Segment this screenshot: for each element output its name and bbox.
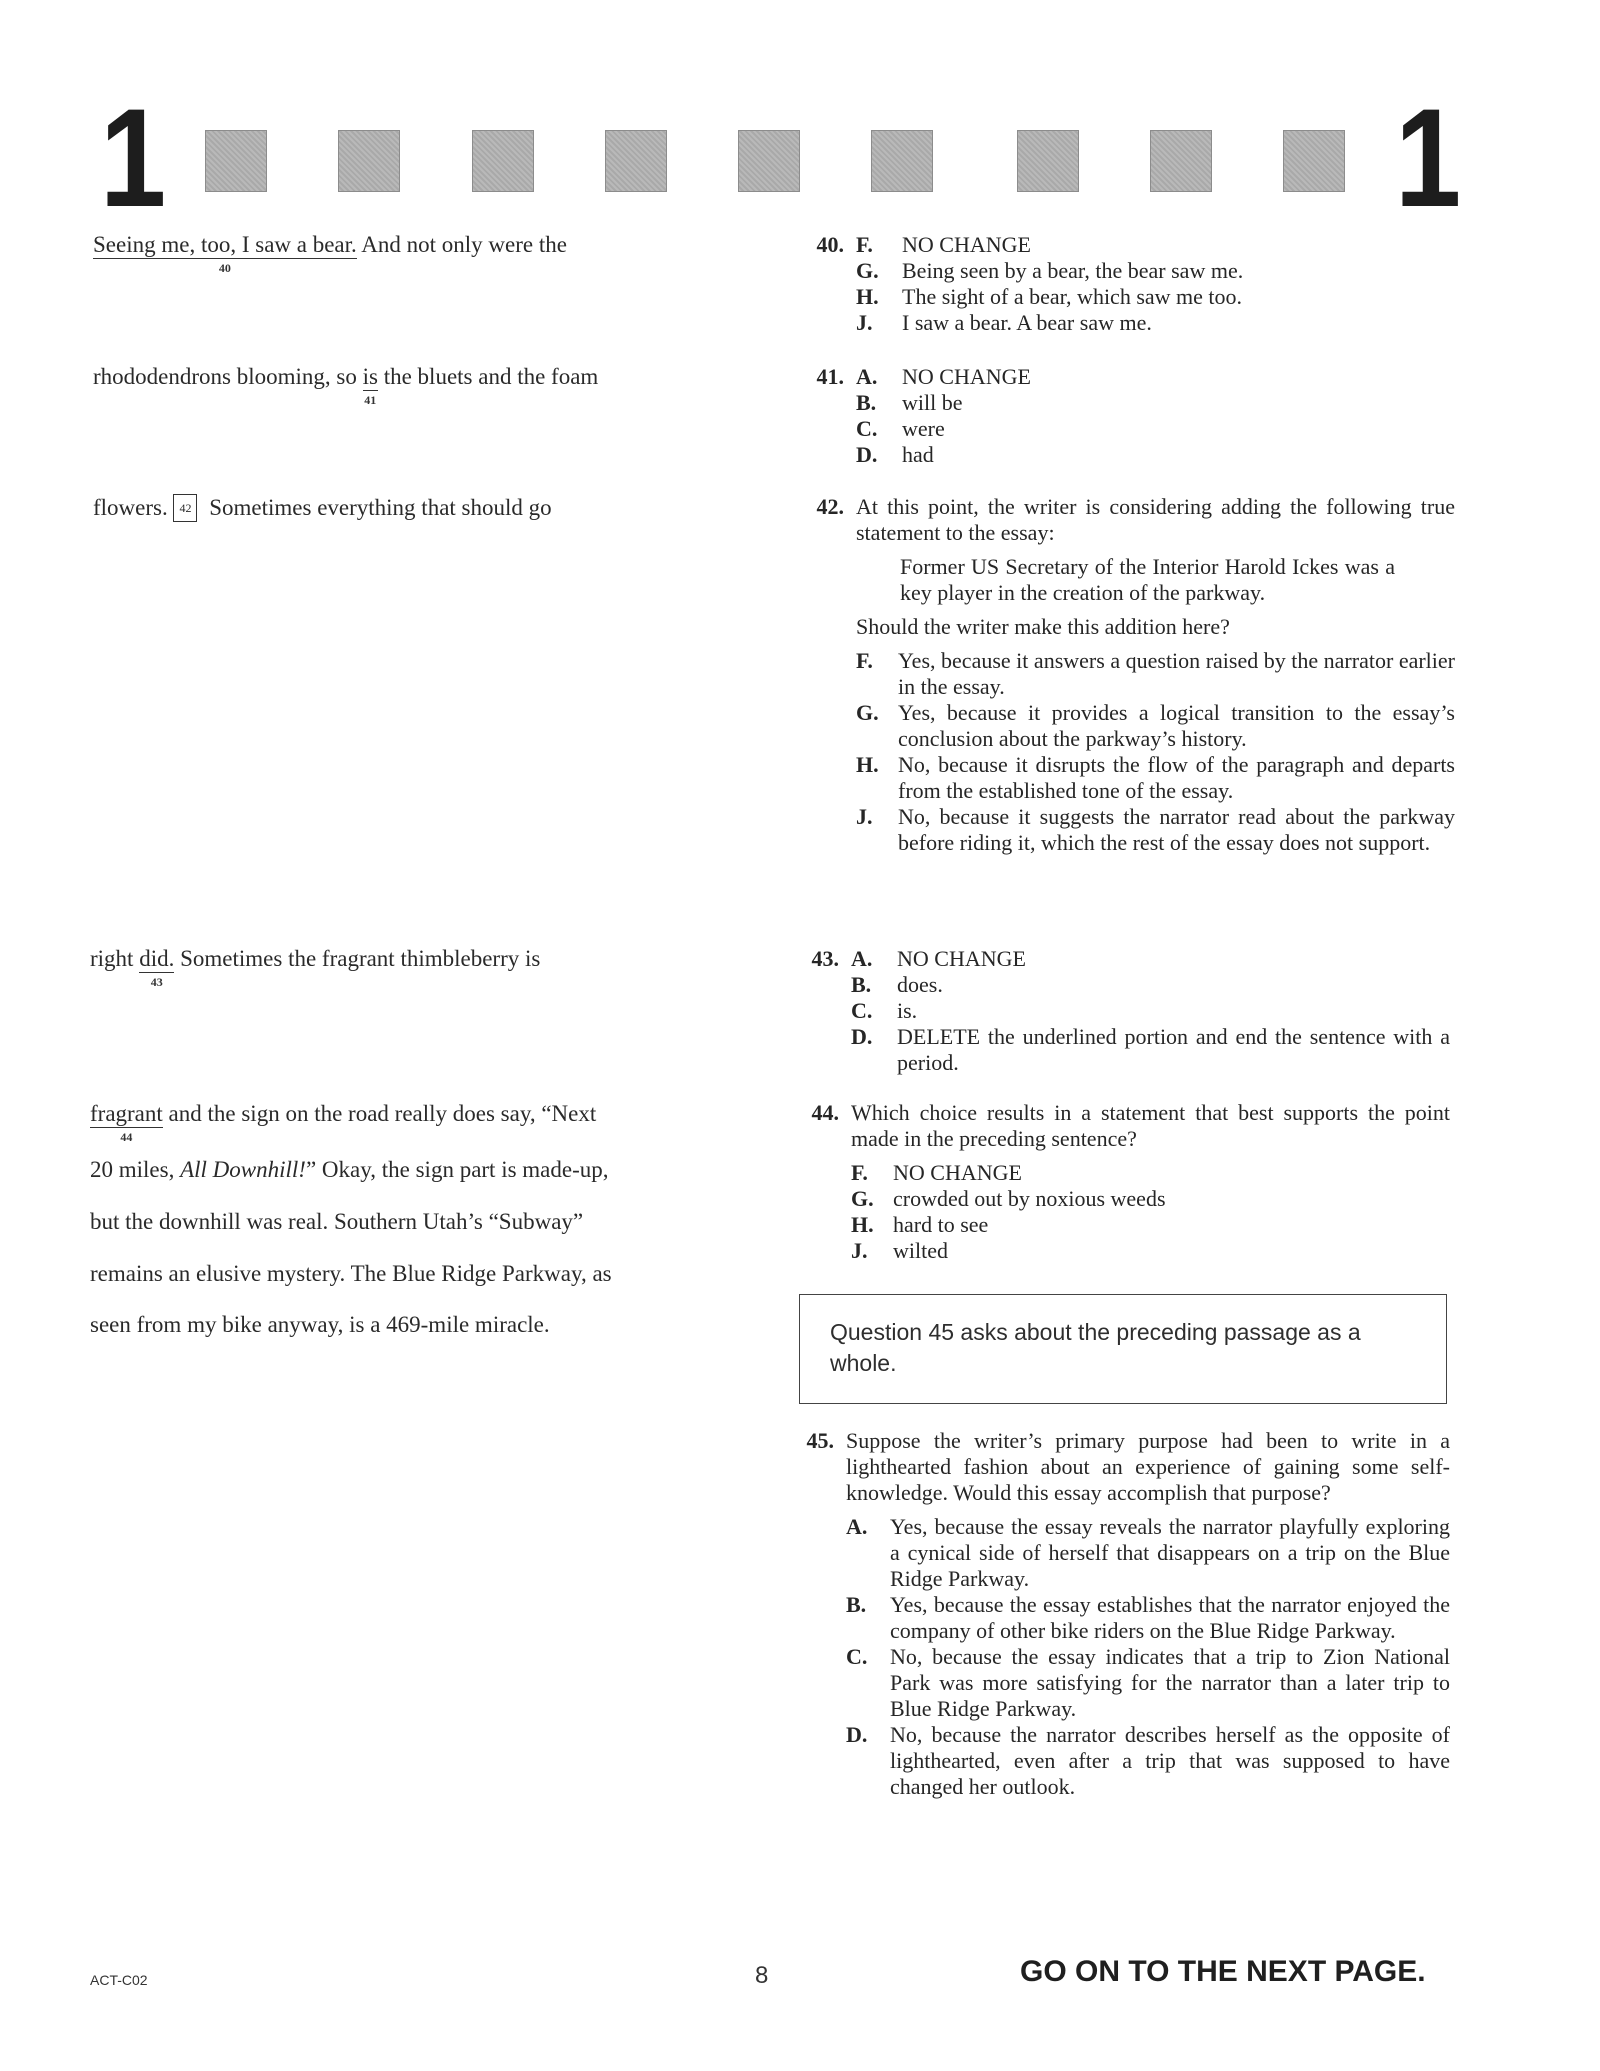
answer-option[interactable]: A. Yes, because the essay reveals the narrator playfully exploring a cynical side of herself that disappears on a trip on the Blue Ridge Parkway. [846, 1514, 1450, 1591]
proposed-statement: Former US Secretary of the Interior Harold Ickes was a key player in the creation of the parkway. [900, 554, 1395, 605]
answer-option[interactable]: J. I saw a bear. A bear saw me. [856, 310, 1152, 335]
question-ref-44: 44 [120, 1130, 133, 1144]
answer-option[interactable]: A. NO CHANGE [851, 946, 1026, 971]
answer-option[interactable]: H. No, because it disrupts the flow of the paragraph and departs from the established tone of the essay. [856, 752, 1455, 803]
answer-option[interactable]: H. The sight of a bear, which saw me too. [856, 284, 1243, 309]
answer-option[interactable]: F. Yes, because it answers a question raised by the narrator earlier in the essay. [856, 648, 1455, 699]
question-number: 41. [816, 364, 844, 389]
answer-option[interactable]: F. NO CHANGE [856, 232, 1031, 257]
sign-text: All Downhill! [180, 1157, 306, 1182]
answer-option[interactable]: G. Yes, because it provides a logical transition to the essay’s conclusion about the parkway’s history. [856, 700, 1455, 751]
question-42 [800, 494, 1455, 856]
answer-option[interactable]: A. NO CHANGE [856, 364, 1031, 389]
answer-option[interactable]: F. NO CHANGE [851, 1160, 1022, 1185]
question-stem: Which choice results in a statement that best supports the point made in the preceding sentence? [851, 1100, 1450, 1151]
header-square [338, 130, 400, 192]
question-ask: Should the writer make this addition here? [856, 614, 1230, 639]
answer-option[interactable]: D. had [856, 442, 934, 467]
answer-option[interactable]: J. No, because it suggests the narrator read about the parkway before riding it, which the rest of the essay does not support. [856, 804, 1455, 855]
header-square [1283, 130, 1345, 192]
answer-option[interactable]: B. Yes, because the essay establishes that the narrator enjoyed the company of other bike riders on the Blue Ridge Parkway. [846, 1592, 1450, 1643]
question-stem: At this point, the writer is considering adding the following true statement to the essay: [856, 494, 1455, 545]
passage-line: remains an elusive mystery. The Blue Ridge Parkway, as [90, 1261, 612, 1286]
question-ref-41: 41 [364, 393, 377, 407]
passage-line: 20 miles, All Downhill!” Okay, the sign part is made-up, [90, 1157, 609, 1182]
question-40 [800, 232, 1360, 336]
header-square [1150, 130, 1212, 192]
answer-option[interactable]: D. DELETE the underlined portion and end the sentence with a period. [851, 1024, 1450, 1075]
header-square [605, 130, 667, 192]
question-41 [800, 364, 1360, 468]
header-square [205, 130, 267, 192]
header-square [472, 130, 534, 192]
question-number: 40. [816, 232, 844, 257]
answer-option[interactable]: J. wilted [851, 1238, 948, 1263]
next-page-notice: GO ON TO THE NEXT PAGE. [1020, 1955, 1426, 1988]
question-number: 43. [811, 946, 839, 971]
answer-option[interactable]: H. hard to see [851, 1212, 989, 1237]
question-44 [795, 1100, 1450, 1264]
underlined-phrase-41: is 41 [362, 364, 378, 407]
underlined-phrase-40: Seeing me, too, I saw a bear. 40 [93, 232, 357, 275]
passage-line: but the downhill was real. Southern Utah’s “Subway” [90, 1209, 584, 1234]
page-number: 8 [755, 1962, 769, 1989]
underlined-phrase-44: fragrant 44 [90, 1101, 163, 1144]
question-stem: Suppose the writer’s primary purpose had been to write in a lighthearted fashion about an experience of gaining some self-knowledge. Would this essay accomplish that purpose? [846, 1428, 1450, 1505]
answer-option[interactable]: D. No, because the narrator describes herself as the opposite of lighthearted, even after a trip that was supposed to have changed her outlook. [846, 1722, 1450, 1799]
answer-option[interactable]: C. is. [851, 998, 918, 1023]
question-number: 45. [806, 1428, 834, 1453]
passage-line-41: rhododendrons blooming, so is 41 the bluets and the foam [93, 364, 599, 407]
answer-option[interactable]: G. crowded out by noxious weeds [851, 1186, 1166, 1211]
question-43 [795, 946, 1450, 1076]
passage-line-43: right did. 43 Sometimes the fragrant thimbleberry is [90, 946, 541, 989]
answer-option[interactable]: C. No, because the essay indicates that a trip to Zion National Park was more satisfying for the narrator than a later trip to Blue Ridge Parkway. [846, 1644, 1450, 1721]
form-code: ACT-C02 [90, 1972, 148, 1988]
passage-line-44: fragrant 44 and the sign on the road really does say, “Next [90, 1101, 597, 1144]
question-box-42: 42 [173, 494, 197, 522]
question-number: 44. [811, 1100, 839, 1125]
answer-option[interactable]: G. Being seen by a bear, the bear saw me. [856, 258, 1244, 283]
answer-option[interactable]: B. does. [851, 972, 943, 997]
section-number-right: 1 [1395, 79, 1462, 236]
question-45 [790, 1428, 1450, 1800]
passage-whole-note: Question 45 asks about the preceding passage as a whole. [799, 1294, 1447, 1404]
question-ref-40: 40 [218, 261, 231, 275]
header-square [1017, 130, 1079, 192]
question-ref-43: 43 [150, 975, 163, 989]
passage-line: seen from my bike anyway, is a 469-mile miracle. [90, 1312, 550, 1337]
header-square [738, 130, 800, 192]
passage-line-40: Seeing me, too, I saw a bear. 40 And not only were the [93, 232, 567, 275]
question-number: 42. [816, 494, 844, 519]
header-square [871, 130, 933, 192]
section-number-left: 1 [100, 79, 167, 236]
underlined-phrase-43: did. 43 [139, 946, 175, 989]
answer-option[interactable]: C. were [856, 416, 945, 441]
passage-line-42: flowers. 42 Sometimes everything that should go [93, 495, 552, 520]
answer-option[interactable]: B. will be [856, 390, 963, 415]
